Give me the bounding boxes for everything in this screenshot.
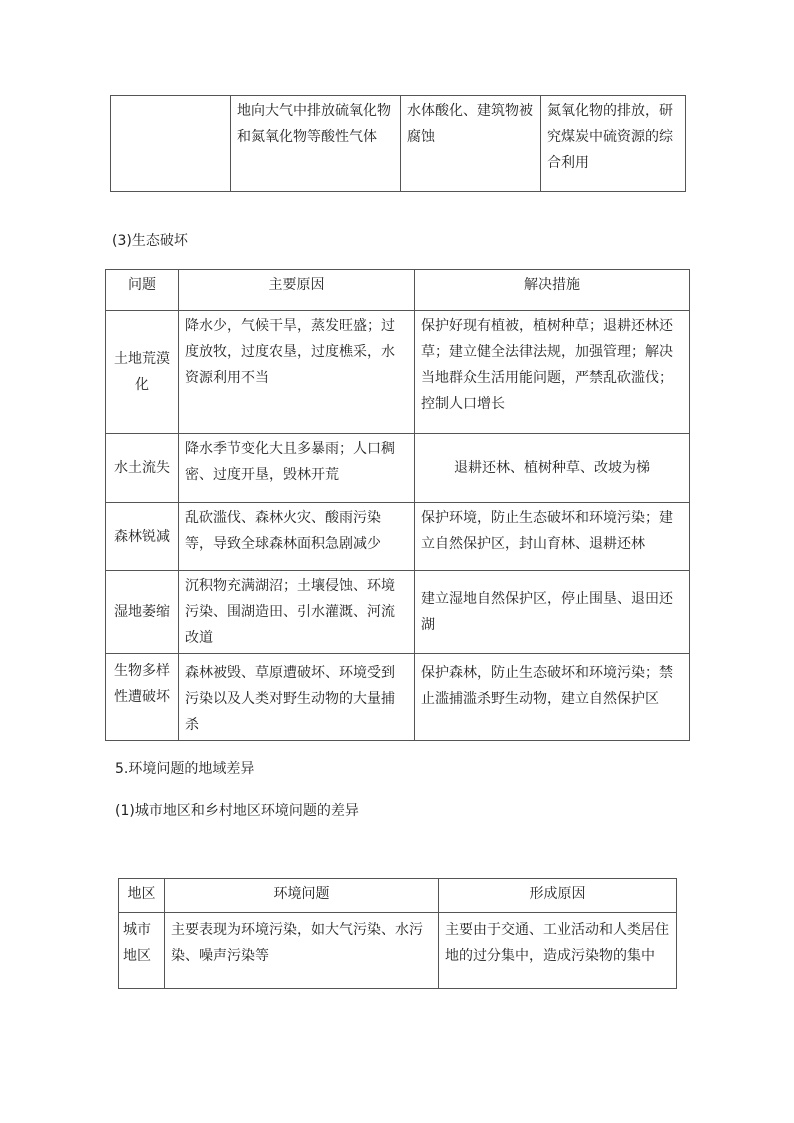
measure-cell: 退耕还林、植树种草、改坡为梯 [415, 434, 690, 503]
problem-cell: 主要表现为环境污染，如大气污染、水污染、噪声污染等 [165, 913, 439, 989]
problem-cell: 水土流失 [106, 434, 179, 503]
cause-cell: 主要由于交通、工业活动和人类居住地的过分集中，造成污染物的集中 [439, 913, 677, 989]
measure-cell: 建立湿地自然保护区，停止围垦、退田还湖 [415, 571, 690, 654]
table-cell: 地向大气中排放硫氧化物和氮氧化物等酸性气体 [231, 96, 401, 192]
table-row [106, 311, 690, 434]
region-cell: 城市地区 [119, 913, 165, 989]
section-3-title: (3)生态破坏 [112, 233, 188, 249]
section-5-1-title: (1)城市地区和乡村地区环境问题的差异 [115, 803, 359, 819]
measure-cell: 保护环境，防止生态破坏和环境污染；建立自然保护区，封山育林、退耕还林 [415, 503, 690, 571]
cause-cell: 乱砍滥伐、森林火灾、酸雨污染等，导致全球森林面积急剧减少 [179, 503, 415, 571]
table-eco [105, 269, 690, 741]
problem-cell: 土地荒漠化 [106, 311, 179, 434]
cause-cell: 降水少，气候干旱，蒸发旺盛；过度放牧，过度农垦，过度樵采，水资源利用不当 [179, 311, 415, 434]
table-top [110, 95, 686, 192]
table-cell: 氮氧化物的排放，研究煤炭中硫资源的综合利用 [541, 96, 686, 192]
header-measure: 解决措施 [415, 270, 690, 311]
table-cell: 水体酸化、建筑物被腐蚀 [401, 96, 541, 192]
cause-cell: 沉积物充满湖沼；土壤侵蚀、环境污染、围湖造田、引水灌溉、河流改道 [179, 571, 415, 654]
table-row [106, 434, 690, 503]
measure-cell: 保护森林，防止生态破坏和环境污染；禁止滥捕滥杀野生动物，建立自然保护区 [415, 654, 690, 741]
header-cause: 形成原因 [439, 879, 677, 913]
measure-cell: 保护好现有植被，植树种草；退耕还林还草；建立健全法律法规，加强管理；解决当地群众生活用能问题，严禁乱砍滥伐；控制人口增长 [415, 311, 690, 434]
problem-cell: 森林锐减 [106, 503, 179, 571]
header-region: 地区 [119, 879, 165, 913]
table-row [106, 654, 690, 741]
table-row [119, 913, 677, 989]
problem-cell: 生物多样性遭破坏 [106, 654, 179, 741]
cause-cell: 森林被毁、草原遭破坏、环境受到污染以及人类对野生动物的大量捕杀 [179, 654, 415, 741]
section-5-title: 5.环境问题的地域差异 [115, 761, 255, 777]
header-cause: 主要原因 [179, 270, 415, 311]
table-cell [111, 96, 231, 192]
table-row [111, 96, 686, 192]
table-row [106, 571, 690, 654]
problem-cell: 湿地萎缩 [106, 571, 179, 654]
table-row [106, 503, 690, 571]
header-problem: 环境问题 [165, 879, 439, 913]
table-header-row [119, 879, 677, 913]
table-header-row [106, 270, 690, 311]
header-problem: 问题 [106, 270, 179, 311]
cause-cell: 降水季节变化大且多暴雨；人口稠密、过度开垦，毁林开荒 [179, 434, 415, 503]
table-region [118, 878, 677, 989]
